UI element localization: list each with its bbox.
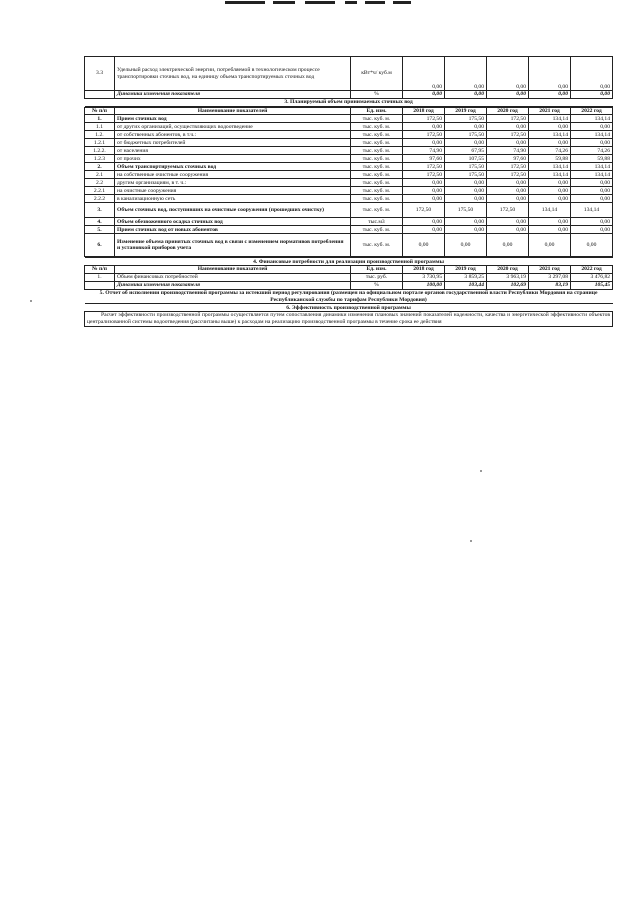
row-number: 3.3 [85, 57, 115, 91]
row-value: 0,00 [529, 234, 571, 257]
table-row [85, 179, 613, 187]
row-value: 0,00 [487, 187, 529, 195]
table-row [85, 163, 613, 171]
row-unit: тыс. куб. м. [351, 171, 403, 179]
row-name: на очистные сооружения [115, 187, 351, 195]
table-header-row [85, 266, 613, 273]
row-value: 0,00 [487, 91, 529, 99]
row-value: 0,00 [529, 187, 571, 195]
table-row [85, 273, 613, 281]
row-number: 1.2. [85, 131, 115, 139]
row-name: на собственные очистные сооружения [115, 171, 351, 179]
row-name: от других организаций, осуществляющих водоотведение [115, 123, 351, 131]
row-value: 172,50 [487, 115, 529, 123]
table-3-3 [84, 56, 613, 107]
row-name: Изменение объема принятых сточных вод в связи с изменением нормативов потребления и установкой приборов учета [115, 234, 351, 257]
row-value: 172,50 [403, 163, 445, 171]
row-value: 0,00 [403, 218, 445, 226]
section-4-title: 4. Финансовые потребности для реализации производственной программы [85, 258, 613, 266]
row-value: 0,00 [445, 195, 487, 203]
column-header: 2018 год [403, 266, 445, 273]
row-name: Объем обезвоженного осадка сточных вод [115, 218, 351, 226]
row-unit: тыс. куб. м. [351, 226, 403, 234]
row-value: 134,14 [571, 115, 613, 123]
row-value: 0,00 [571, 218, 613, 226]
row-value: 172,50 [487, 163, 529, 171]
row-value: 0,00 [445, 234, 487, 257]
row-value: 0,00 [529, 195, 571, 203]
row-unit: тыс. куб. м. [351, 139, 403, 147]
scan-speck [480, 470, 482, 472]
row-value: 0,00 [529, 139, 571, 147]
row-value: 0,00 [403, 123, 445, 131]
row-value: 172,50 [403, 203, 445, 218]
row-unit: тыс. куб. м. [351, 234, 403, 257]
section-3-title: 3. Планируемый объем принимаемых сточных вод [85, 99, 613, 107]
row-value: 0,00 [403, 234, 445, 257]
row-value: 3 963,19 [487, 273, 529, 281]
row-value: 97,60 [487, 155, 529, 163]
row-value: 172,50 [487, 203, 529, 218]
row-name: от собственных абонентов, в т.ч.: [115, 131, 351, 139]
table-section-4 [84, 257, 613, 326]
row-number: 4. [85, 218, 115, 226]
row-value: 0,00 [571, 57, 613, 91]
row-value: 175,50 [445, 171, 487, 179]
row-value: 103,44 [445, 281, 487, 289]
row-name: Удельный расход электрической энергии, потребляемой в технологическом процессе транспортировки сточных вод, на единицу объема транспортируемых сточных вод [115, 57, 351, 91]
table-row [85, 171, 613, 179]
row-value: 134,14 [529, 171, 571, 179]
row-unit: тыс. куб. м. [351, 203, 403, 218]
row-value: 172,50 [403, 171, 445, 179]
row-value: 172,50 [487, 131, 529, 139]
row-value: 0,00 [529, 179, 571, 187]
row-number: 1.2.3 [85, 155, 115, 163]
row-value: 0,00 [403, 187, 445, 195]
row-value: 74,90 [403, 147, 445, 155]
table-row [85, 187, 613, 195]
row-value: 0,00 [445, 57, 487, 91]
row-value: 107,55 [445, 155, 487, 163]
row-value: 74,90 [487, 147, 529, 155]
row-number: 2.2.2 [85, 195, 115, 203]
row-value: 0,00 [571, 179, 613, 187]
row-value: 0,00 [529, 57, 571, 91]
column-header: 2022 год [571, 108, 613, 115]
row-name: Прием сточных вод от новых абонентов [115, 226, 351, 234]
row-value: 0,00 [487, 234, 529, 257]
column-header: № п/п [85, 266, 115, 273]
row-number: 3. [85, 203, 115, 218]
row-value: 0,00 [403, 139, 445, 147]
row-unit: % [351, 91, 403, 99]
column-header: Наименование показателей [115, 108, 351, 115]
row-value: 0,00 [403, 195, 445, 203]
row-unit: тыс. куб. м. [351, 147, 403, 155]
column-header: 2021 год [529, 266, 571, 273]
row-value: 97,60 [403, 155, 445, 163]
row-number: 1.2.1 [85, 139, 115, 147]
row-value: 74,26 [571, 147, 613, 155]
row-unit: тыс. куб. м. [351, 179, 403, 187]
row-value: 100,00 [403, 281, 445, 289]
row-value: 134,14 [529, 203, 571, 218]
row-value: 59,88 [529, 155, 571, 163]
row-unit: тыс. куб. м. [351, 187, 403, 195]
row-value: 0,00 [571, 139, 613, 147]
row-name: другим организациям, в т. ч.: [115, 179, 351, 187]
table-row [85, 123, 613, 131]
column-header: Ед. изм. [351, 108, 403, 115]
row-value: 0,00 [445, 218, 487, 226]
row-value: 0,00 [571, 226, 613, 234]
table-row [85, 234, 613, 257]
row-value: 59,88 [571, 155, 613, 163]
row-name: Объем финансовых потребностей [115, 273, 351, 281]
row-number: 2. [85, 163, 115, 171]
row-number [85, 281, 115, 289]
table-row-3-3 [85, 57, 613, 91]
section-6-text: Расчет эффективности производственной программы осуществляется путем сопоставления динамики изменения плановых значений показателей надежности, качества и энергетической эффективности объектов централизованной системы водоотведения (рассчитаны выше) к расходам на реализацию производственной программы в течение срока ее действия [85, 312, 613, 326]
row-value: 0,00 [571, 91, 613, 99]
column-header: № п/п [85, 108, 115, 115]
row-number: 2.1 [85, 171, 115, 179]
row-value: 134,14 [529, 115, 571, 123]
row-value: 102,69 [487, 281, 529, 289]
row-value: 175,50 [445, 115, 487, 123]
row-value: 83,19 [529, 281, 571, 289]
table-row [85, 155, 613, 163]
column-header: 2022 год [571, 266, 613, 273]
document-page [84, 56, 612, 327]
row-name: от бюджетных потребителей [115, 139, 351, 147]
row-value: 134,14 [571, 203, 613, 218]
scan-speck [30, 300, 32, 302]
row-value: 0,00 [403, 226, 445, 234]
table-row [85, 115, 613, 123]
table-row [85, 195, 613, 203]
row-value: 0,00 [403, 57, 445, 91]
table-row [85, 139, 613, 147]
column-header: Ед. изм. [351, 266, 403, 273]
row-name: Прием сточных вод [115, 115, 351, 123]
row-value: 0,00 [445, 139, 487, 147]
row-number [85, 91, 115, 99]
row-name: Объем сточных вод, поступивших на очистные сооружения (прошедших очистку) [115, 203, 351, 218]
row-value: 134,14 [571, 171, 613, 179]
table-row-dynamics [85, 91, 613, 99]
row-name: в канализационную сеть [115, 195, 351, 203]
column-header: 2018 год [403, 108, 445, 115]
row-number: 5. [85, 226, 115, 234]
row-value: 0,00 [487, 195, 529, 203]
row-value: 105,45 [571, 281, 613, 289]
row-number: 1.2.2. [85, 147, 115, 155]
row-unit: тыс. куб. м. [351, 115, 403, 123]
row-number: 2.2.1 [85, 187, 115, 195]
row-value: 0,00 [487, 57, 529, 91]
row-value: 3 476,82 [571, 273, 613, 281]
row-value: 3 297,08 [529, 273, 571, 281]
row-number: 1. [85, 273, 115, 281]
table-row [85, 203, 613, 218]
row-unit: тыс.м3 [351, 218, 403, 226]
row-value: 0,00 [571, 195, 613, 203]
row-value: 0,00 [445, 123, 487, 131]
row-value: 134,14 [529, 131, 571, 139]
scan-artifact-top [225, 0, 415, 6]
row-value: 172,50 [403, 115, 445, 123]
row-name: Объем транспортируемых сточных вод [115, 163, 351, 171]
section-6-title: 6. Эффективность производственной программы [85, 304, 613, 312]
column-header: 2021 год [529, 108, 571, 115]
row-value: 0,00 [403, 91, 445, 99]
row-value: 0,00 [445, 187, 487, 195]
row-value: 0,00 [487, 139, 529, 147]
row-unit: тыс. куб. м. [351, 195, 403, 203]
table-section-3 [84, 107, 613, 257]
table-header-row [85, 108, 613, 115]
table-row [85, 226, 613, 234]
column-header: 2020 год [487, 108, 529, 115]
row-number: 6. [85, 234, 115, 257]
row-value: 3 730,95 [403, 273, 445, 281]
row-value: 0,00 [445, 179, 487, 187]
column-header: 2019 год [445, 108, 487, 115]
row-value: 175,50 [445, 131, 487, 139]
row-value: 134,14 [571, 163, 613, 171]
table-row-dynamics [85, 281, 613, 289]
row-name: от прочих [115, 155, 351, 163]
row-number: 2.2 [85, 179, 115, 187]
row-value: 0,00 [571, 187, 613, 195]
row-value: 0,00 [571, 123, 613, 131]
row-value: 67,95 [445, 147, 487, 155]
row-unit: тыс. руб. [351, 273, 403, 281]
row-number: 1. [85, 115, 115, 123]
scan-speck [470, 540, 472, 542]
row-unit: кВт*ч/ куб.м [351, 57, 403, 91]
table-row [85, 218, 613, 226]
row-value: 0,00 [529, 123, 571, 131]
row-value: 0,00 [529, 91, 571, 99]
row-name: Динамика изменения показателя [115, 281, 351, 289]
row-value: 175,50 [445, 163, 487, 171]
row-unit: тыс. куб. м. [351, 123, 403, 131]
row-value: 134,14 [529, 163, 571, 171]
section-5-title: 5. Отчет об исполнении производственной программы за истекший период регулирования (размещен на официальном портале органов государственной власти Республики Мордовия на странице Республиканской службы по тарифам Республики Мордовия) [85, 289, 613, 304]
row-unit: тыс. куб. м. [351, 131, 403, 139]
row-value: 0,00 [529, 226, 571, 234]
row-value: 0,00 [445, 226, 487, 234]
row-value: 3 859,25 [445, 273, 487, 281]
row-number: 1.1 [85, 123, 115, 131]
row-value: 0,00 [445, 91, 487, 99]
column-header: 2019 год [445, 266, 487, 273]
row-unit: % [351, 281, 403, 289]
row-value: 0,00 [529, 218, 571, 226]
row-name: Динамика изменения показателя [115, 91, 351, 99]
row-value: 172,50 [403, 131, 445, 139]
row-value: 0,00 [403, 179, 445, 187]
row-value: 0,00 [487, 179, 529, 187]
table-row [85, 131, 613, 139]
row-value: 0,00 [487, 226, 529, 234]
row-name: от населения [115, 147, 351, 155]
row-unit: тыс. куб. м. [351, 155, 403, 163]
row-value: 175,50 [445, 203, 487, 218]
row-value: 134,14 [571, 131, 613, 139]
table-row [85, 147, 613, 155]
row-unit: тыс. куб. м. [351, 163, 403, 171]
row-value: 0,00 [487, 123, 529, 131]
row-value: 0,00 [571, 234, 613, 257]
column-header: Наименование показателей [115, 266, 351, 273]
row-value: 74,26 [529, 147, 571, 155]
row-value: 172,50 [487, 171, 529, 179]
row-value: 0,00 [487, 218, 529, 226]
column-header: 2020 год [487, 266, 529, 273]
